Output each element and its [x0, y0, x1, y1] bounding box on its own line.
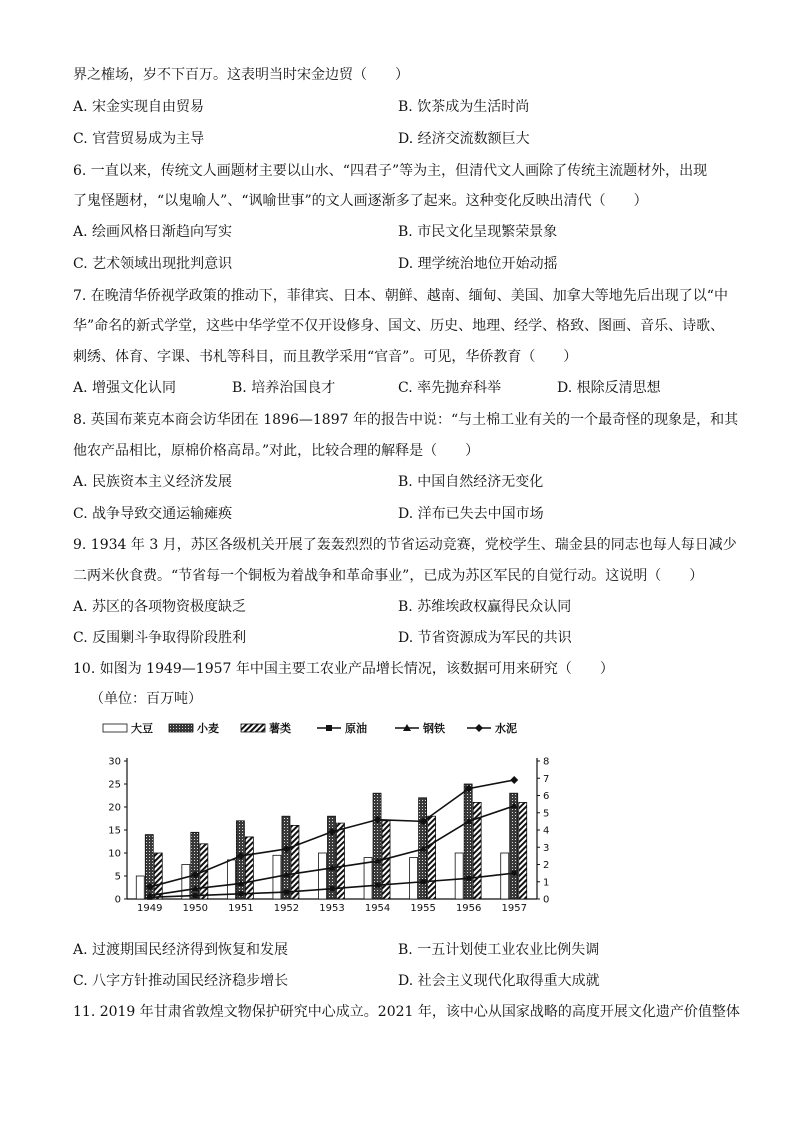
- option-q10-b: B. 一五计划使工业农业比例失调: [398, 942, 600, 958]
- x-tick-label: 1956: [455, 903, 482, 914]
- chart-legend: [103, 721, 517, 735]
- bar-2-1952: [282, 816, 290, 899]
- point-1-1952: [284, 890, 289, 895]
- legend-label-1: 大豆: [131, 722, 153, 735]
- left-tick-label: 0: [114, 894, 121, 906]
- option-q6-b: B. 市民文化呈现繁荣景象: [398, 224, 558, 240]
- line-q8-2: 他农产品相比，原棉价格高昂。”对此，比较合理的解释是（ ）: [73, 443, 480, 459]
- option-q10-c: C. 八字方针推动国民经济稳步增长: [73, 973, 289, 989]
- option-q9-a: A. 苏区的各项物资极度缺乏: [73, 599, 247, 615]
- line-q5-stem: 界之榷场，岁不下百万。这表明当时宋金边贸（ ）: [73, 67, 409, 83]
- bar-3-1951: [245, 837, 253, 899]
- bar-3-1955: [428, 816, 436, 899]
- option-q5-c: C. 官营贸易成为主导: [73, 131, 205, 147]
- bar-1-1951: [227, 860, 235, 899]
- legend-label-3: 薯类: [269, 722, 291, 735]
- bar-2-1951: [236, 821, 244, 899]
- right-tick-label: 7: [543, 773, 550, 785]
- left-tick-label: 20: [108, 802, 121, 814]
- right-tick-label: 6: [543, 791, 550, 802]
- x-tick-label: 1952: [273, 903, 300, 914]
- point-3-1957: [510, 776, 518, 784]
- bar-1-1956: [455, 853, 463, 899]
- option-q9-d: D. 节省资源成为军民的共识: [398, 630, 572, 646]
- point-1-1954: [375, 883, 380, 888]
- legend-marker-4: [326, 725, 332, 731]
- legend-label-4: 原油: [345, 722, 367, 735]
- option-q8-d: D. 洋布已失去中国市场: [398, 506, 544, 522]
- option-q6-d: D. 理学统治地位开始动摇: [398, 256, 558, 272]
- point-1-1951: [238, 891, 243, 896]
- right-tick-label: 5: [543, 808, 550, 820]
- point-1-1953: [330, 886, 335, 891]
- right-tick-label: 4: [543, 825, 550, 837]
- line-q7-3: 刺绣、体育、字课、书札等科目，而且教学采用“官音”。可见，华侨教育（ ）: [73, 349, 578, 365]
- right-tick-label: 3: [543, 842, 550, 854]
- left-tick-label: 10: [108, 848, 121, 860]
- chart-unit-label: （单位：百万吨）: [90, 691, 202, 707]
- option-q5-d: D. 经济交流数额巨大: [398, 131, 530, 147]
- x-tick-label: 1949: [137, 903, 163, 914]
- option-q7-c: C. 率先抛弃科举: [398, 380, 502, 396]
- legend-marker-6: [475, 724, 483, 732]
- option-q9-c: C. 反围剿斗争取得阶段胜利: [73, 630, 247, 646]
- x-tick-label: 1955: [410, 903, 436, 914]
- left-tick-label: 25: [108, 779, 121, 791]
- option-q7-b: B. 培养治国良才: [232, 380, 336, 396]
- x-tick-label: 1957: [501, 903, 527, 914]
- line-q9-1: 9. 1934 年 3 月，苏区各级机关开展了轰轰烈烈的节省运动竞赛，党校学生、瑞金县的同志也每人每日减少: [73, 537, 737, 553]
- bar-1-1955: [410, 858, 418, 899]
- legend-swatch-3: [241, 724, 265, 732]
- option-q9-b: B. 苏维埃政权赢得民众认同: [398, 599, 572, 615]
- left-tick-label: 15: [108, 825, 121, 837]
- point-1-1955: [421, 879, 426, 884]
- line-q10-stem: 10. 如图为 1949—1957 年中国主要工农业产品增长情况，该数据可用来研究（ ）: [73, 661, 614, 677]
- line-q6-2: 了鬼怪题材，“以鬼喻人”、“讽喻世事”的文人画逐渐多了起来。这种变化反映出清代（ ）: [73, 193, 648, 209]
- x-tick-label: 1950: [182, 903, 209, 914]
- option-q10-a: A. 过渡期国民经济得到恢复和发展: [73, 942, 289, 958]
- option-q8-c: C. 战争导致交通运输瘫痪: [73, 506, 233, 522]
- right-tick-label: 2: [543, 860, 550, 871]
- left-tick-label: 30: [108, 756, 121, 768]
- right-tick-label: 1: [543, 877, 550, 889]
- bar-1-1957: [501, 853, 509, 899]
- option-q10-d: D. 社会主义现代化取得重大成就: [398, 973, 600, 989]
- line-q11-1: 11. 2019 年甘肃省敦煌文物保护研究中心成立。2021 年，该中心从国家战略的高度开展文化遗产价值整体: [73, 1004, 740, 1020]
- bar-2-1956: [464, 784, 472, 899]
- legend-label-2: 小麦: [197, 722, 219, 735]
- option-q7-a: A. 增强文化认同: [73, 380, 177, 396]
- right-tick-label: 8: [543, 756, 550, 768]
- legend-label-6: 水泥: [495, 722, 517, 735]
- option-q8-b: B. 中国自然经济无变化: [398, 474, 544, 490]
- x-tick-label: 1951: [228, 903, 254, 914]
- bar-1-1950: [182, 865, 190, 900]
- bar-3-1952: [291, 825, 299, 899]
- chart-figure: [95, 716, 565, 916]
- legend-label-5: 钢铁: [423, 722, 445, 735]
- chart-svg: [95, 716, 565, 916]
- bar-2-1957: [510, 793, 518, 899]
- point-1-1950: [193, 893, 198, 898]
- line-q8-1: 8. 英国布莱克本商会访华团在 1896—1897 年的报告中说：“与土棉工业有关的一个最奇怪的现象是，和其: [73, 412, 739, 428]
- line-q7-2: 华”命名的新式学堂，这些中华学堂不仅开设修身、国文、历史、地理、经学、格致、图画、音乐、诗歌、: [73, 318, 725, 334]
- legend-swatch-1: [103, 724, 127, 732]
- option-q5-b: B. 饮茶成为生活时尚: [398, 99, 530, 115]
- bar-1-1954: [364, 858, 372, 899]
- option-q7-d: D. 根除反清思想: [557, 380, 661, 396]
- bar-1-1953: [319, 853, 327, 899]
- line-q7-1: 7. 在晚清华侨视学政策的推动下，菲律宾、日本、朝鲜、越南、缅甸、美国、加拿大等地先后出现了以“中: [73, 288, 728, 304]
- bar-3-1957: [519, 802, 527, 899]
- option-q5-a: A. 宋金实现自由贸易: [73, 99, 205, 115]
- x-tick-label: 1954: [364, 903, 391, 914]
- right-tick-label: 0: [543, 894, 550, 906]
- x-tick-label: 1953: [319, 903, 345, 914]
- line-q6-1: 6. 一直以来，传统文人画题材主要以山水、“四君子”等为主，但清代文人画除了传统主流题材外，出现: [73, 163, 708, 179]
- legend-swatch-2: [169, 724, 193, 732]
- point-1-1957: [512, 871, 517, 876]
- line-q9-2: 二两米伙食费。“节省每一个铜板为着战争和革命事业”，已成为苏区军民的自觉行动。这说明（ ）: [73, 568, 704, 584]
- point-1-1956: [466, 876, 471, 881]
- left-tick-label: 5: [114, 871, 121, 883]
- option-q6-c: C. 艺术领域出现批判意识: [73, 256, 233, 272]
- bar-1-1949: [136, 876, 144, 899]
- option-q6-a: A. 绘画风格日渐趋向写实: [73, 224, 233, 240]
- chart-bars: [136, 784, 526, 899]
- option-q8-a: A. 民族资本主义经济发展: [73, 474, 233, 490]
- bar-3-1949: [154, 853, 162, 899]
